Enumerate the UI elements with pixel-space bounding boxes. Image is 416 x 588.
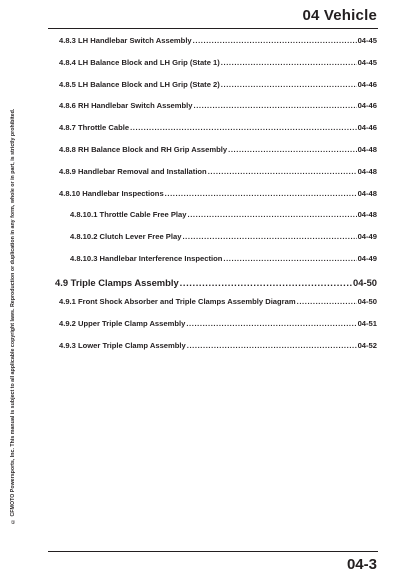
toc-entry-4-8-5[interactable] xyxy=(59,80,377,90)
copyright-notice: © CFMOTO Powersports, Inc. This manual is subject to all applicable copyright laws. Reproduction or duplication in any form, whole or in part, is strictly prohibited. xyxy=(10,108,16,524)
dot-leader xyxy=(186,319,356,329)
toc-entry-page: 04-48 xyxy=(357,166,377,176)
toc-entry-page: 04-49 xyxy=(357,232,377,242)
toc-entry-page: 04-51 xyxy=(357,319,377,329)
dot-leader xyxy=(223,254,356,264)
toc-entry-4-9-2[interactable] xyxy=(59,319,377,329)
dot-leader xyxy=(187,341,357,351)
toc-entry-page: 04-46 xyxy=(357,79,377,89)
toc-entry-4-9-3[interactable] xyxy=(59,341,377,351)
toc-entry-page: 04-48 xyxy=(357,144,377,154)
toc-entry-page: 04-46 xyxy=(357,101,377,111)
dot-leader xyxy=(297,297,357,307)
dot-leader xyxy=(188,210,357,220)
toc-entry-page: 04-50 xyxy=(357,297,377,307)
toc-entry-label: 4.8.4 LH Balance Block and LH Grip (State 1) xyxy=(59,57,220,67)
toc-entry-4-8-10-1[interactable] xyxy=(59,210,377,220)
toc-entry-label: 4.8.8 RH Balance Block and RH Grip Assembly xyxy=(59,144,228,154)
toc-entry-label: 4.9 Triple Clamps Assembly xyxy=(55,276,179,288)
chapter-title: 04 Vehicle xyxy=(302,7,377,24)
toc-entry-4-9[interactable] xyxy=(55,276,377,289)
toc-entry-4-8-8[interactable] xyxy=(59,145,377,155)
toc-entry-page: 04-48 xyxy=(357,188,377,198)
toc-entry-label: 4.8.10.3 Handlebar Interference Inspection xyxy=(70,253,223,263)
toc-entry-label: 4.9.3 Lower Triple Clamp Assembly xyxy=(59,340,186,350)
toc-entry-4-8-9[interactable] xyxy=(59,167,377,177)
toc-entry-4-8-10-3[interactable] xyxy=(59,254,377,264)
dot-leader xyxy=(165,189,357,199)
page-number: 04-3 xyxy=(346,556,377,573)
dot-leader xyxy=(193,36,357,46)
dot-leader xyxy=(182,232,356,242)
dot-leader xyxy=(221,58,357,68)
toc-entry-page: 04-45 xyxy=(357,57,377,67)
dot-leader xyxy=(228,145,356,155)
toc-entry-label: 4.8.7 Throttle Cable xyxy=(59,123,130,133)
toc-entry-4-8-7[interactable] xyxy=(59,123,377,133)
dot-leader xyxy=(221,80,357,90)
toc-entry-page: 04-50 xyxy=(353,276,377,288)
dot-leader xyxy=(180,276,352,289)
toc-entry-page: 04-45 xyxy=(357,36,377,45)
toc-entry-label: 4.8.10.2 Clutch Lever Free Play xyxy=(70,232,182,242)
toc-entry-4-8-4[interactable] xyxy=(59,58,377,68)
toc-entry-page: 04-52 xyxy=(357,340,377,350)
toc-entry-label: 4.8.10.1 Throttle Cable Free Play xyxy=(70,210,187,220)
toc-entry-label: 4.8.3 LH Handlebar Switch Assembly xyxy=(59,36,192,45)
table-of-contents xyxy=(55,36,377,363)
toc-entry-4-8-10[interactable] xyxy=(59,189,377,199)
footer-divider xyxy=(48,551,378,552)
toc-entry-label: 4.8.10 Handlebar Inspections xyxy=(59,188,164,198)
toc-entry-label: 4.8.5 LH Balance Block and LH Grip (State 2) xyxy=(59,79,220,89)
toc-entry-page: 04-48 xyxy=(357,210,377,220)
toc-entry-label: 4.9.2 Upper Triple Clamp Assembly xyxy=(59,319,186,329)
toc-entry-4-8-10-2[interactable] xyxy=(59,232,377,242)
toc-entry-label: 4.8.6 RH Handlebar Switch Assembly xyxy=(59,101,193,111)
toc-entry-label: 4.9.1 Front Shock Absorber and Triple Clamps Assembly Diagram xyxy=(59,297,296,307)
toc-entry-label: 4.8.9 Handlebar Removal and Installation xyxy=(59,166,207,176)
toc-entry-4-9-1[interactable] xyxy=(59,297,377,307)
dot-leader xyxy=(130,123,357,133)
dot-leader xyxy=(194,101,357,111)
toc-entry-4-8-6[interactable] xyxy=(59,101,377,111)
toc-entry-page: 04-49 xyxy=(357,253,377,263)
header-divider xyxy=(48,28,378,29)
toc-entry-page: 04-46 xyxy=(357,123,377,133)
toc-entry-4-8-3[interactable] xyxy=(59,36,377,46)
dot-leader xyxy=(208,167,357,177)
